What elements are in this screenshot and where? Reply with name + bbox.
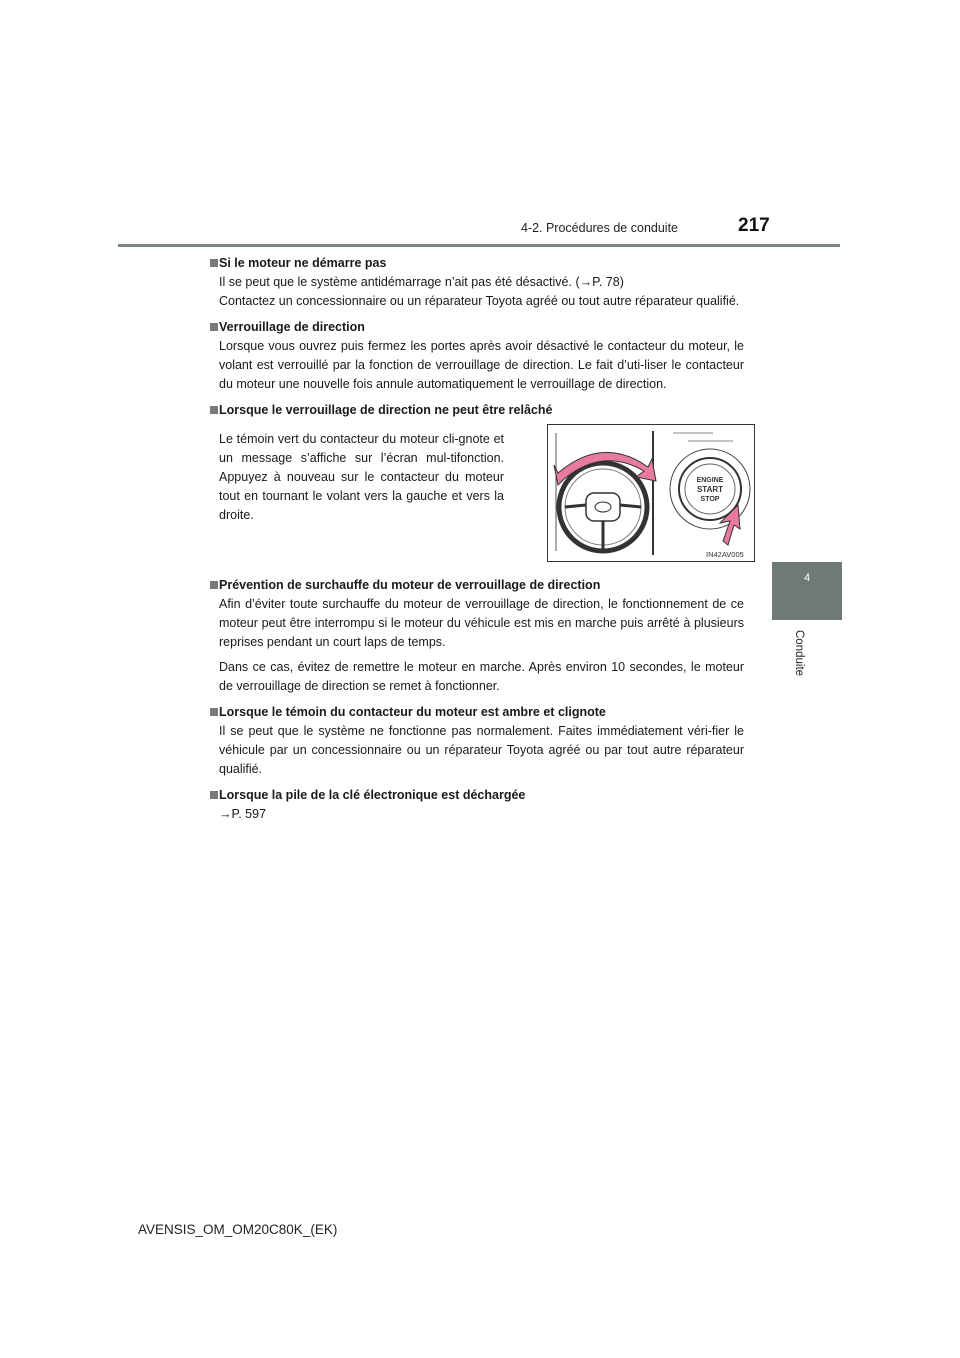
section-heading: Verrouillage de direction (210, 318, 744, 337)
square-bullet-icon (210, 708, 218, 716)
paragraph: Afin d’éviter toute surchauffe du moteur de verrouillage de direction, le fonctionnement de ce moteur peut être interrompu si le moteur du véhicule est mis en marche puis arrêté à plusieurs reprises pendant un court laps de temps. (219, 597, 744, 649)
steering-wheel-illustration (547, 424, 755, 562)
section-overheat-prevention (210, 576, 744, 696)
section-heading: Lorsque le témoin du contacteur du moteur est ambre et clignote (210, 703, 744, 722)
header-divider (118, 244, 840, 247)
paragraph: Il se peut que le système antidémarrage n’ait pas été désactivé. (→P. 78) (219, 275, 624, 289)
section-heading: Si le moteur ne démarre pas (210, 254, 744, 273)
figure-code: IN42AV005 (706, 550, 744, 559)
page-content (210, 254, 744, 831)
header-section-title: 4-2. Procédures de conduite (520, 221, 678, 235)
button-label-start: START (696, 485, 724, 494)
section-engine-not-start (210, 254, 744, 311)
square-bullet-icon (210, 581, 218, 589)
section-heading: Lorsque la pile de la clé électronique est déchargée (210, 786, 744, 805)
paragraph: Le témoin vert du contacteur du moteur cli-gnote et un message s’affiche sur l’écran mul-tifonction. Appuyez à nouveau sur le contacteur du moteur tout en tournant le volant vers la gauche et vers la droite. (219, 432, 504, 522)
paragraph: Il se peut que le système ne fonctionne pas normalement. Faites immédiatement véri-fier le véhicule par un concessionnaire ou un réparateur Toyota agréé ou par tout autre réparateur qualifié. (219, 724, 744, 776)
chapter-number: 4 (803, 572, 811, 584)
section-steering-lock-release (210, 401, 744, 562)
section-heading: Lorsque le verrouillage de direction ne peut être relâché (210, 401, 744, 420)
button-label-engine: ENGINE (696, 477, 724, 484)
paragraph: Lorsque vous ouvrez puis fermez les portes après avoir désactivé le contacteur du moteur, le volant est verrouillé par la fonction de verrouillage de direction. Le fait d’uti-liser le contacteur du moteur une nouvelle fois annule automatiquement le verrouillage de direction. (219, 339, 744, 391)
paragraph: Dans ce cas, évitez de remettre le moteur en marche. Après environ 10 secondes, le moteur de verrouillage de direction se remet à fonctionner. (219, 660, 744, 693)
square-bullet-icon (210, 791, 218, 799)
section-steering-lock (210, 318, 744, 394)
document-id: AVENSIS_OM_OM20C80K_(EK) (138, 1222, 338, 1237)
page-reference: →P. 597 (219, 807, 267, 821)
steering-lock-diagram (548, 425, 754, 561)
square-bullet-icon (210, 323, 218, 331)
square-bullet-icon (210, 259, 218, 267)
button-label-stop: STOP (700, 496, 720, 503)
page-number: 217 (738, 215, 770, 236)
section-heading: Prévention de surchauffe du moteur de verrouillage de direction (210, 576, 744, 595)
chapter-tab (772, 562, 842, 620)
section-amber-indicator (210, 703, 744, 779)
paragraph: Contactez un concessionnaire ou un réparateur Toyota agréé ou tout autre réparateur qualifié. (219, 294, 740, 308)
square-bullet-icon (210, 406, 218, 414)
chapter-label: Conduite (793, 630, 805, 677)
section-key-battery (210, 786, 744, 824)
